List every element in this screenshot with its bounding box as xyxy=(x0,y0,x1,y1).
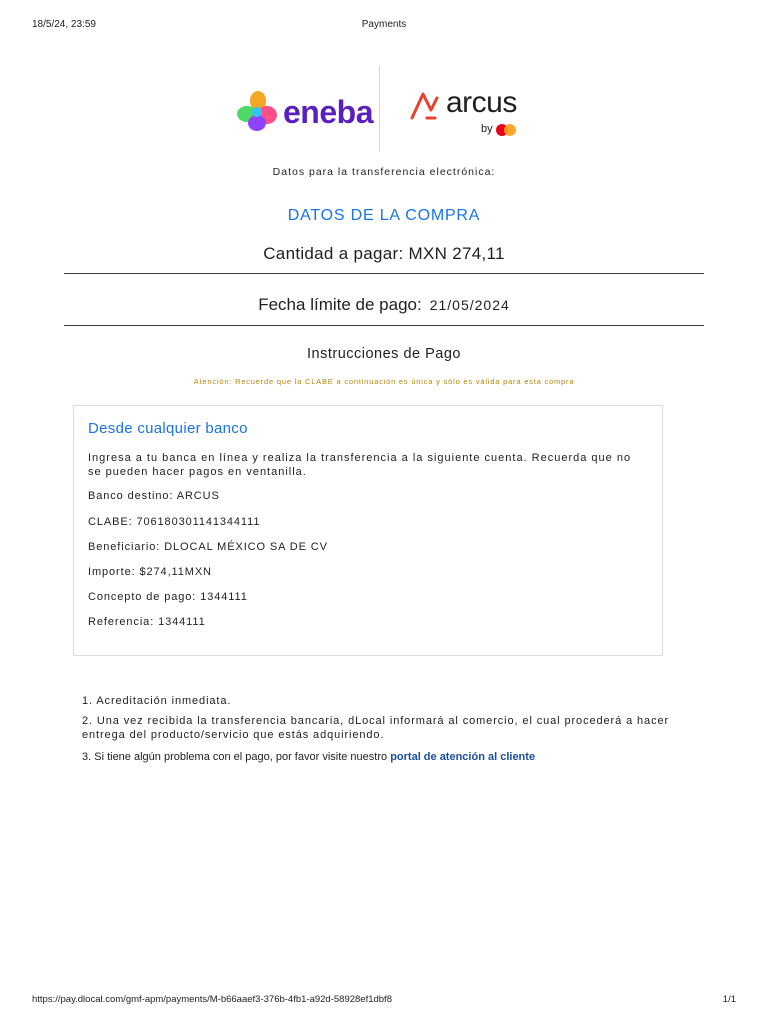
note-text: 3. Si tiene algún problema con el pago, por favor visite nuestro xyxy=(82,751,391,763)
bank-transfer-box xyxy=(73,405,663,656)
eneba-logo-text: eneba xyxy=(283,94,373,130)
bank-destination: Banco destino: ARCUS xyxy=(88,490,220,502)
logo-banner xyxy=(0,66,768,154)
payment-reference: Referencia: 1344111 xyxy=(88,616,206,628)
payment-deadline xyxy=(0,295,768,315)
page-number: 1/1 xyxy=(722,994,736,1005)
attention-notice: Atención: Recuerde que la CLABE a continuación es única y sólo es válida para esta compra xyxy=(193,377,575,386)
arcus-mark-icon xyxy=(409,88,445,124)
bank-box-intro: Ingresa a tu banca en línea y realiza la transferencia a la siguiente cuenta. Recuerda que no se pueden hacer pagos en ventanilla. xyxy=(88,452,632,478)
print-datetime: 18/5/24, 23:59 xyxy=(32,19,96,30)
logo-divider xyxy=(379,66,380,152)
purchase-section-title: DATOS DE LA COMPRA xyxy=(287,207,481,224)
arcus-logo-text: arcus xyxy=(446,86,517,119)
bank-box-title: Desde cualquier banco xyxy=(88,420,248,437)
eneba-flower-icon xyxy=(236,90,280,134)
page-url: https://pay.dlocal.com/gmf-apm/payments/M-b66aaef3-376b-4fb1-a92d-58928ef1dbf8 xyxy=(32,994,392,1005)
print-title: Payments xyxy=(361,19,407,30)
payment-amount: Importe: $274,11MXN xyxy=(88,566,212,578)
payment-concept: Concepto de pago: 1344111 xyxy=(88,591,248,603)
mastercard-icon xyxy=(495,123,517,137)
instructions-title: Instrucciones de Pago xyxy=(307,346,461,362)
customer-support-link[interactable]: portal de atención al cliente xyxy=(390,751,536,763)
deadline-date: 21/05/2024 xyxy=(429,297,510,313)
deadline-label: Fecha límite de pago: xyxy=(258,295,422,314)
note-item: 1. Acreditación inmediata. xyxy=(82,695,232,707)
note-item xyxy=(82,750,702,764)
clabe-number: CLABE: 706180301141344111 xyxy=(88,516,261,528)
arcus-by-text: by xyxy=(481,123,493,135)
transfer-subtitle: Datos para la transferencia electrónica: xyxy=(272,166,496,178)
amount-to-pay: Cantidad a pagar: MXN 274,11 xyxy=(263,244,505,263)
beneficiary: Beneficiario: DLOCAL MÉXICO SA DE CV xyxy=(88,541,328,553)
divider-rule xyxy=(64,273,704,274)
divider-rule xyxy=(64,325,704,326)
note-item: 2. Una vez recibida la transferencia bancaria, dLocal informará al comercio, el cual procederá a hacer entrega del producto/servicio que estás adquiriendo. xyxy=(82,715,670,741)
